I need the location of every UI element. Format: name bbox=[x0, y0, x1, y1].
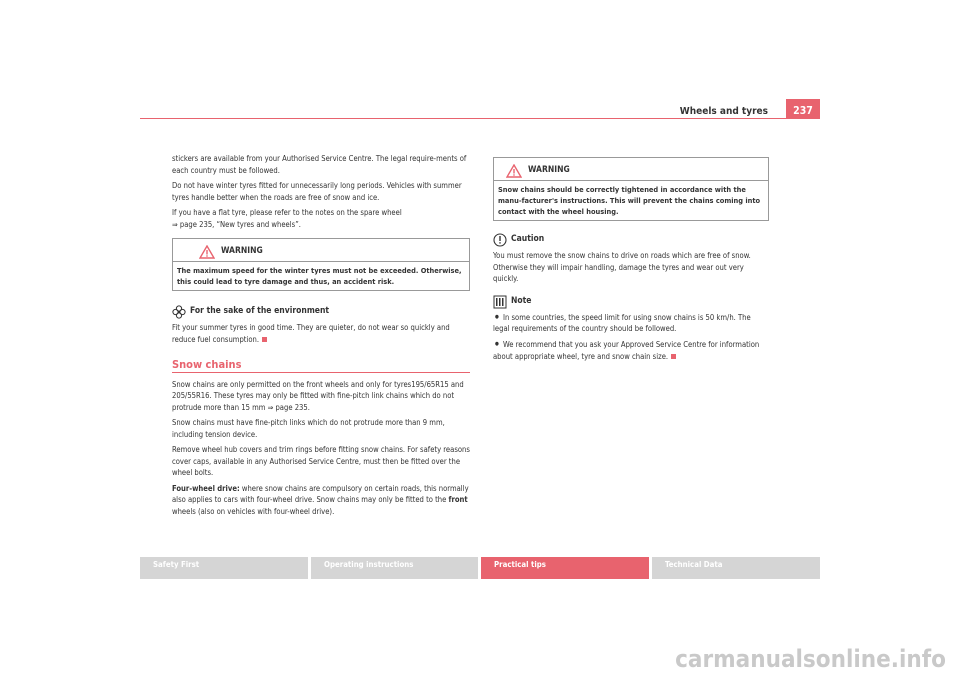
paragraph: If you have a flat tyre, please refer to the notes on the spare wheel ⇒ page 235, “New tyres and wheels”. bbox=[172, 208, 402, 229]
tab-technical-data[interactable]: Technical Data bbox=[652, 557, 820, 579]
end-mark bbox=[671, 354, 676, 359]
paragraph: stickers are available from your Authorised Service Centre. The legal require-ments of each country must be followed. bbox=[172, 154, 467, 175]
warning-triangle-icon bbox=[506, 164, 522, 178]
paragraph: Four-wheel drive: where snow chains are compulsory on certain roads, this normally also applies to cars with four-wheel drive. Snow chains may only be fitted to the front wheels (also on vehicles with four-wheel drive). bbox=[172, 483, 469, 516]
header-rule bbox=[140, 118, 820, 119]
paragraph: Do not have winter tyres fitted for unnecessarily long periods. Vehicles with summer tyres handle better when the roads are free of snow and ice. bbox=[172, 181, 462, 202]
warning-text: The maximum speed for the winter tyres must not be exceeded. Otherwise, this could lead to tyre damage and thus, an accident risk. bbox=[173, 261, 469, 290]
page-link[interactable]: ⇒ page 235, “New tyres and wheels”. bbox=[172, 219, 301, 229]
section-title: Snow chains bbox=[172, 359, 470, 373]
paragraph: Fit your summer tyres in good time. They are quieter, do not wear so quickly and reduce fuel consumption. bbox=[172, 323, 450, 344]
list-item: ● In some countries, the speed limit for using snow chains is 50 km/h. The legal requirements of the country should be followed. bbox=[493, 312, 769, 335]
note-heading: Note bbox=[493, 295, 769, 309]
flower-icon bbox=[172, 305, 186, 319]
note-icon bbox=[493, 295, 507, 309]
environment-heading: For the sake of the environment bbox=[172, 305, 470, 319]
paragraph: Remove wheel hub covers and trim rings before fitting snow chains. For safety reasons cover caps, available in any Authorised Service Centre, must then be fitted over the wheel bolts. bbox=[172, 445, 470, 477]
warning-box bbox=[493, 157, 769, 221]
paragraph: Snow chains must have fine-pitch links which do not protrude more than 9 mm, including tension device. bbox=[172, 418, 445, 439]
right-column bbox=[493, 157, 769, 366]
list-item: ● We recommend that you ask your Approved Service Centre for information about appropriate wheel, tyre and snow chain size. bbox=[493, 339, 769, 362]
footer-nav bbox=[140, 557, 820, 579]
tab-practical-tips[interactable]: Practical tips bbox=[481, 557, 649, 579]
warning-title: WARNING bbox=[528, 165, 570, 176]
left-column bbox=[172, 153, 470, 521]
tab-operating-instructions[interactable]: Operating instructions bbox=[311, 557, 478, 579]
watermark: carmanualsonline.info bbox=[675, 645, 946, 673]
warning-text: Snow chains should be correctly tightened in accordance with the manu-facturer's instructions. This will prevent the chains coming into contact with the wheel housing. bbox=[494, 180, 768, 220]
page-number: 237 bbox=[786, 99, 820, 119]
paragraph: You must remove the snow chains to drive on roads which are free of snow. Otherwise they will impair handling, damage the tyres and wear out very quickly. bbox=[493, 251, 751, 283]
warning-box bbox=[172, 238, 470, 291]
warning-title: WARNING bbox=[221, 246, 263, 257]
exclamation-circle-icon bbox=[493, 233, 507, 247]
warning-triangle-icon bbox=[199, 245, 215, 259]
tab-safety-first[interactable]: Safety First bbox=[140, 557, 308, 579]
end-mark bbox=[262, 337, 267, 342]
paragraph: Snow chains are only permitted on the front wheels and only for tyres195/65R15 and 205/55R16. These tyres may only be fitted with fine-pitch link chains which do not protrude more than 15 mm ⇒ page 235. bbox=[172, 379, 464, 412]
header-title: Wheels and tyres bbox=[679, 106, 768, 117]
caution-heading: Caution bbox=[493, 233, 769, 247]
